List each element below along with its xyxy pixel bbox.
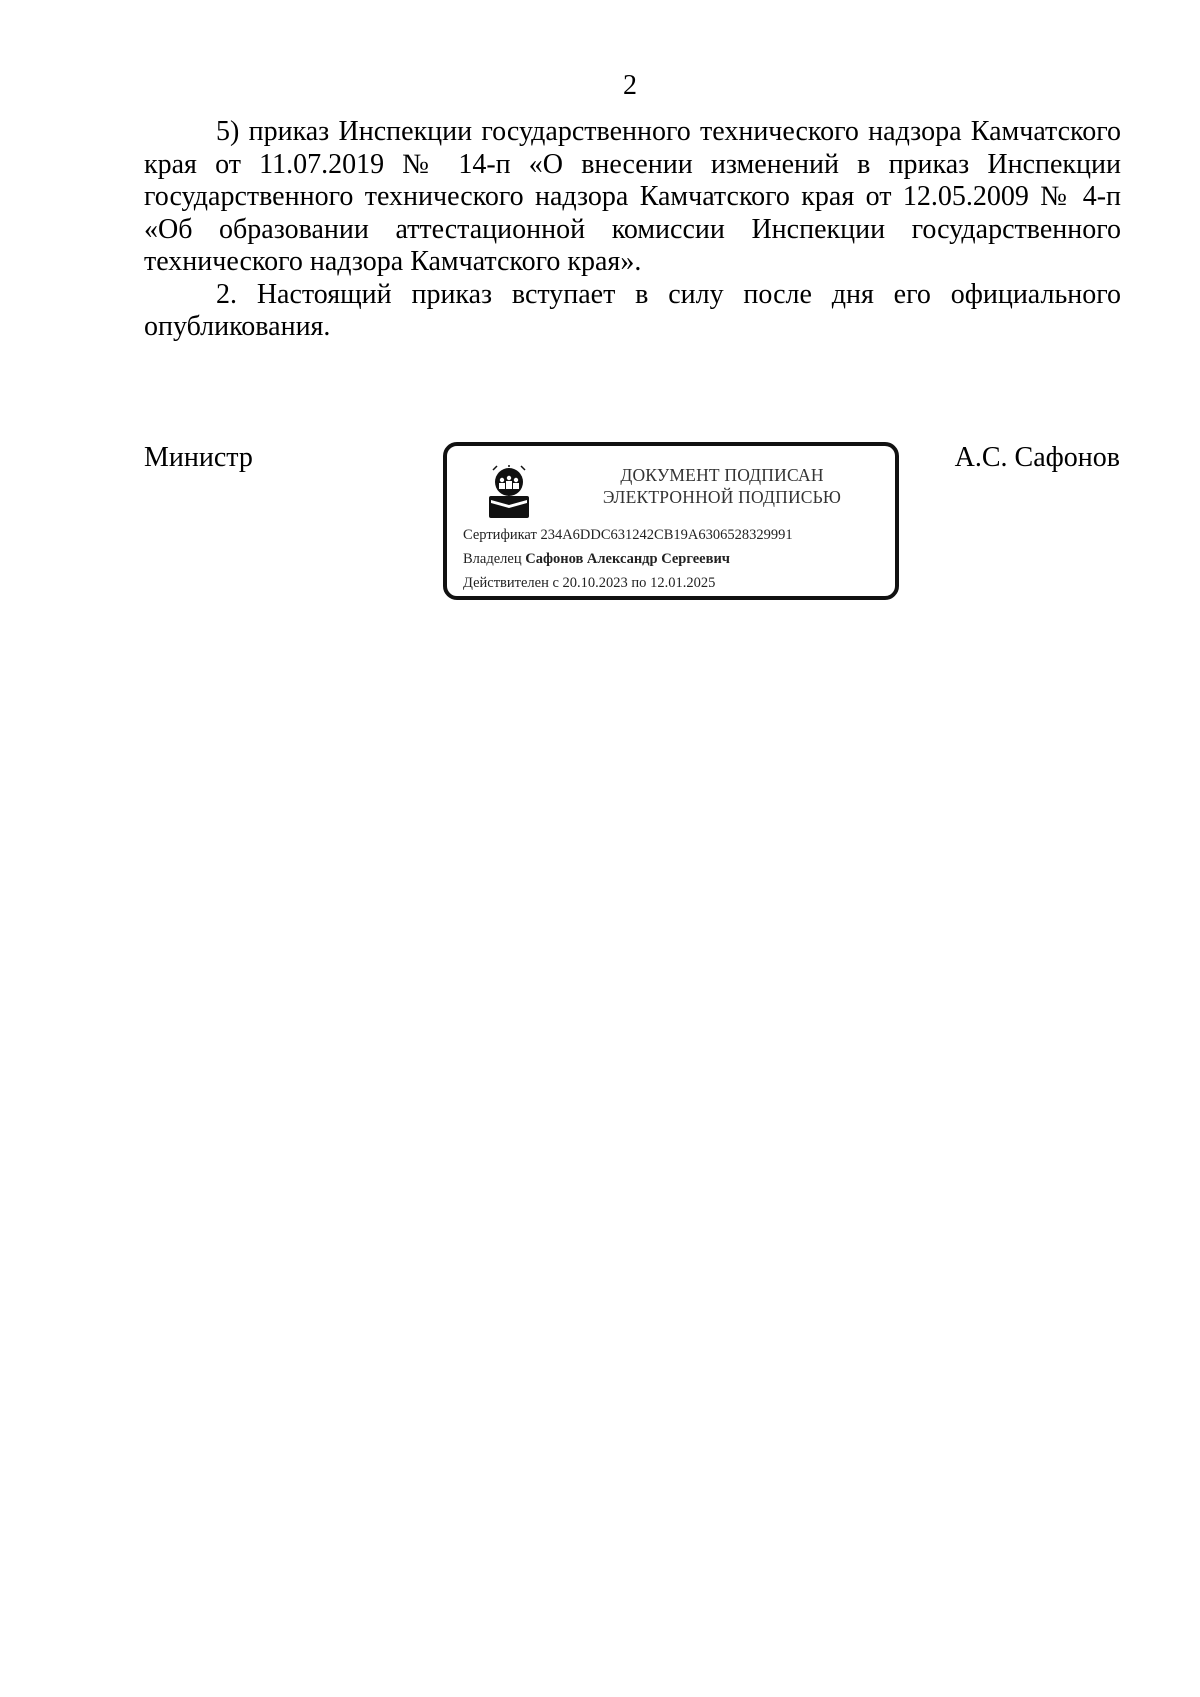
valid-from: 20.10.2023 [562, 575, 628, 591]
valid-label: Действителен с [463, 575, 559, 591]
owner-label: Владелец [463, 551, 522, 567]
stamp-owner-line [463, 550, 730, 568]
document-body [144, 116, 1121, 344]
signatory-name: А.С. Сафонов [954, 442, 1120, 473]
stamp-header-line-2: ЭЛЕКТРОННОЙ ПОДПИСЬЮ [602, 487, 842, 507]
paragraph-effective-date: 2. Настоящий приказ вступает в силу после дня его официального опубликования. [144, 278, 1121, 342]
stamp-validity-line [463, 574, 715, 592]
stamp-header [557, 464, 887, 508]
stamp-header-line-1: ДОКУМЕНТ ПОДПИСАН [620, 465, 824, 485]
certificate-value: 234A6DDC631242CB19A6306528329991 [540, 527, 793, 543]
coat-of-arms-icon [483, 464, 535, 520]
page-number: 2 [623, 70, 637, 101]
stamp-certificate-line [463, 526, 793, 544]
valid-to: 12.01.2025 [650, 575, 716, 591]
paragraph-item-5: 5) приказ Инспекции государственного технического надзора Камчатского края от 11.07.2019 № 14-п «О внесении изменений в приказ Инспекции государственного технического надзора Камчатского края от 12.05.2009 № 4-п «Об образовании аттестационной комиссии Инспекции государственного технического надзора Камчатского края». [144, 116, 1121, 277]
certificate-label: Сертификат [463, 527, 537, 543]
electronic-signature-stamp [443, 442, 899, 600]
owner-value: Сафонов Александр Сергеевич [525, 551, 730, 567]
valid-to-label: по [631, 575, 647, 591]
signatory-title: Министр [144, 442, 253, 473]
